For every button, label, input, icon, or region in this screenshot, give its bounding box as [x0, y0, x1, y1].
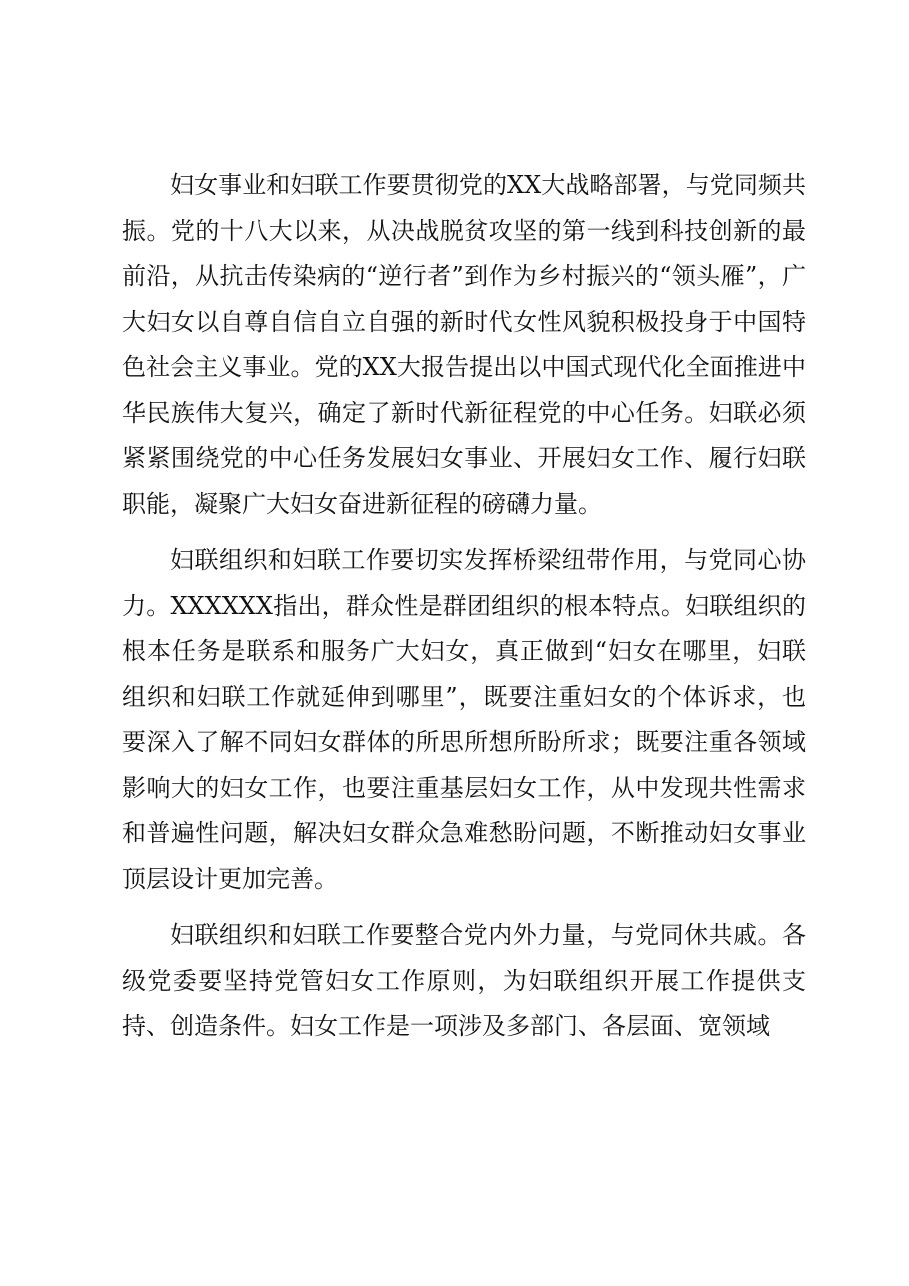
document-body — [122, 163, 806, 1061]
paragraph-2: 妇联组织和妇联工作要切实发挥桥梁纽带作用，与党同心协力。XXXXXX指出，群众性是群团组织的根本特点。妇联组织的根本任务是联系和服务广大妇女，真正做到“妇女在哪里，妇联组织和妇联工作就延伸到哪里”，既要注重妇女的个体诉求，也要深入了解不同妇女群体的所思所想所盼所求；既要注重各领域影响大的妇女工作，也要注重基层妇女工作，从中发现共性需求和普遍性问题，解决妇女群众急难愁盼问题，不断推动妇女事业顶层设计更加完善。 — [122, 546, 806, 893]
paragraph-1: 妇女事业和妇联工作要贯彻党的XX大战略部署，与党同频共振。党的十八大以来，从决战脱贫攻坚的第一线到科技创新的最前沿，从抗击传染病的“逆行者”到作为乡村振兴的“领头雁”，广大妇女以自尊自信自立自强的新时代女性风貌积极投身于中国特色社会主义事业。党的XX大报告提出以中国式现代化全面推进中华民族伟大复兴，确定了新时代新征程党的中心任务。妇联必须紧紧围绕党的中心任务发展妇女事业、开展妇女工作、履行妇联职能，凝聚广大妇女奋进新征程的磅礴力量。 — [122, 171, 806, 518]
paragraph-3: 妇联组织和妇联工作要整合党内外力量，与党同休共戚。各级党委要坚持党管妇女工作原则，为妇联组织开展工作提供支持、创造条件。妇女工作是一项涉及多部门、各层面、宽领域 — [122, 921, 806, 1040]
